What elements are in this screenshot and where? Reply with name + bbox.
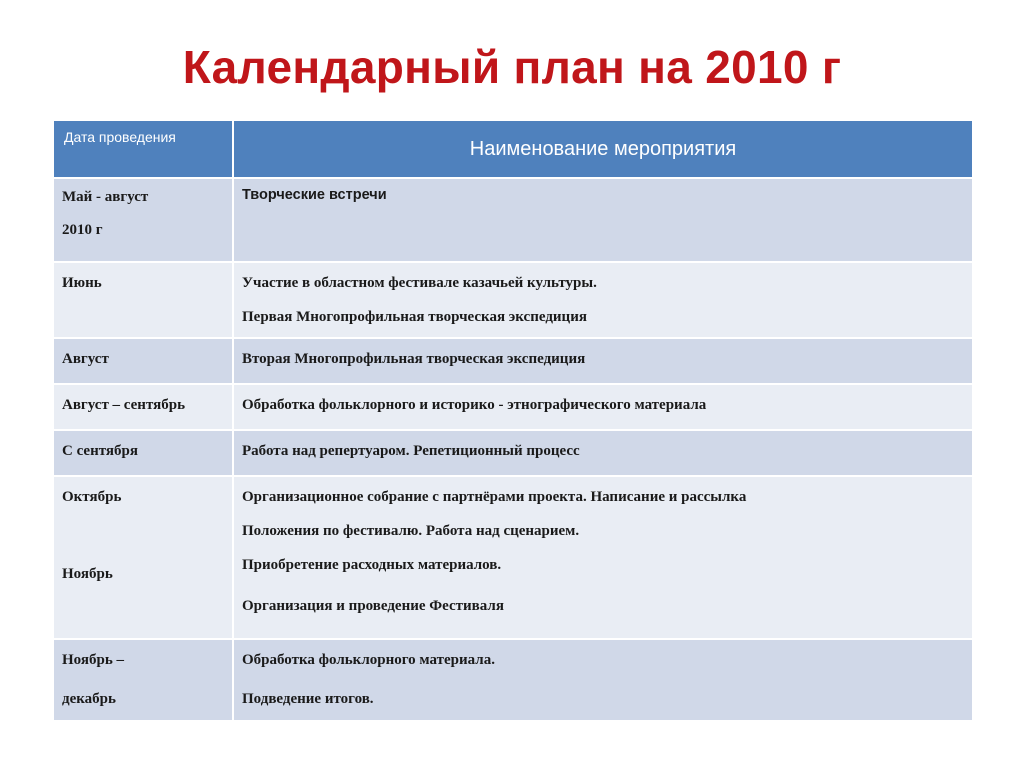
event-line: Организационное собрание с партнёрами проекта. Написание и рассылка (242, 489, 747, 505)
table-row (53, 639, 973, 721)
date-line: Июнь (62, 275, 102, 291)
table-header-row (53, 120, 973, 178)
event-line: Первая Многопрофильная творческая экспедиция (242, 309, 587, 325)
event-cell (233, 639, 973, 721)
date-line: 2010 г (62, 222, 103, 238)
date-line: Август (62, 351, 109, 367)
event-line: Организация и проведение Фестиваля (242, 598, 504, 614)
event-cell (233, 338, 973, 384)
date-cell (53, 262, 233, 338)
event-cell (233, 430, 973, 476)
event-line: Обработка фольклорного и историко - этнографического материала (242, 397, 707, 413)
header-event: Наименование мероприятия (233, 120, 973, 178)
table-row (53, 178, 973, 262)
table-row (53, 262, 973, 338)
event-line: Подведение итогов. (242, 691, 374, 707)
date-line: С сентября (62, 443, 138, 459)
date-line: декабрь (62, 691, 116, 707)
event-line: Приобретение расходных материалов. (242, 557, 502, 573)
date-line: Ноябрь (62, 566, 113, 582)
event-line: Участие в областном фестивале казачьей культуры. (242, 275, 597, 291)
schedule-table (52, 119, 974, 722)
date-line: Ноябрь – (62, 652, 125, 668)
header-date: Дата проведения (53, 120, 233, 178)
date-cell (53, 384, 233, 430)
date-cell (53, 476, 233, 639)
page-title: Календарный план на 2010 г (182, 41, 842, 93)
table-row (53, 430, 973, 476)
event-line: Обработка фольклорного материала. (242, 652, 495, 668)
date-line: Октябрь (62, 489, 122, 505)
table-row (53, 384, 973, 430)
date-line: Август – сентябрь (62, 397, 186, 413)
table-row (53, 338, 973, 384)
event-cell (233, 476, 973, 639)
event-line: Положения по фестивалю. Работа над сценарием. (242, 523, 580, 539)
date-cell (53, 338, 233, 384)
event-cell (233, 262, 973, 338)
event-cell (233, 384, 973, 430)
date-cell (53, 178, 233, 262)
date-cell (53, 430, 233, 476)
event-cell (233, 178, 973, 262)
date-cell (53, 639, 233, 721)
event-line: Работа над репертуаром. Репетиционный процесс (242, 443, 580, 459)
table-row (53, 476, 973, 639)
event-line: Творческие встречи (242, 187, 387, 203)
event-line: Вторая Многопрофильная творческая экспедиция (242, 351, 586, 367)
date-line: Май - август (62, 189, 149, 205)
